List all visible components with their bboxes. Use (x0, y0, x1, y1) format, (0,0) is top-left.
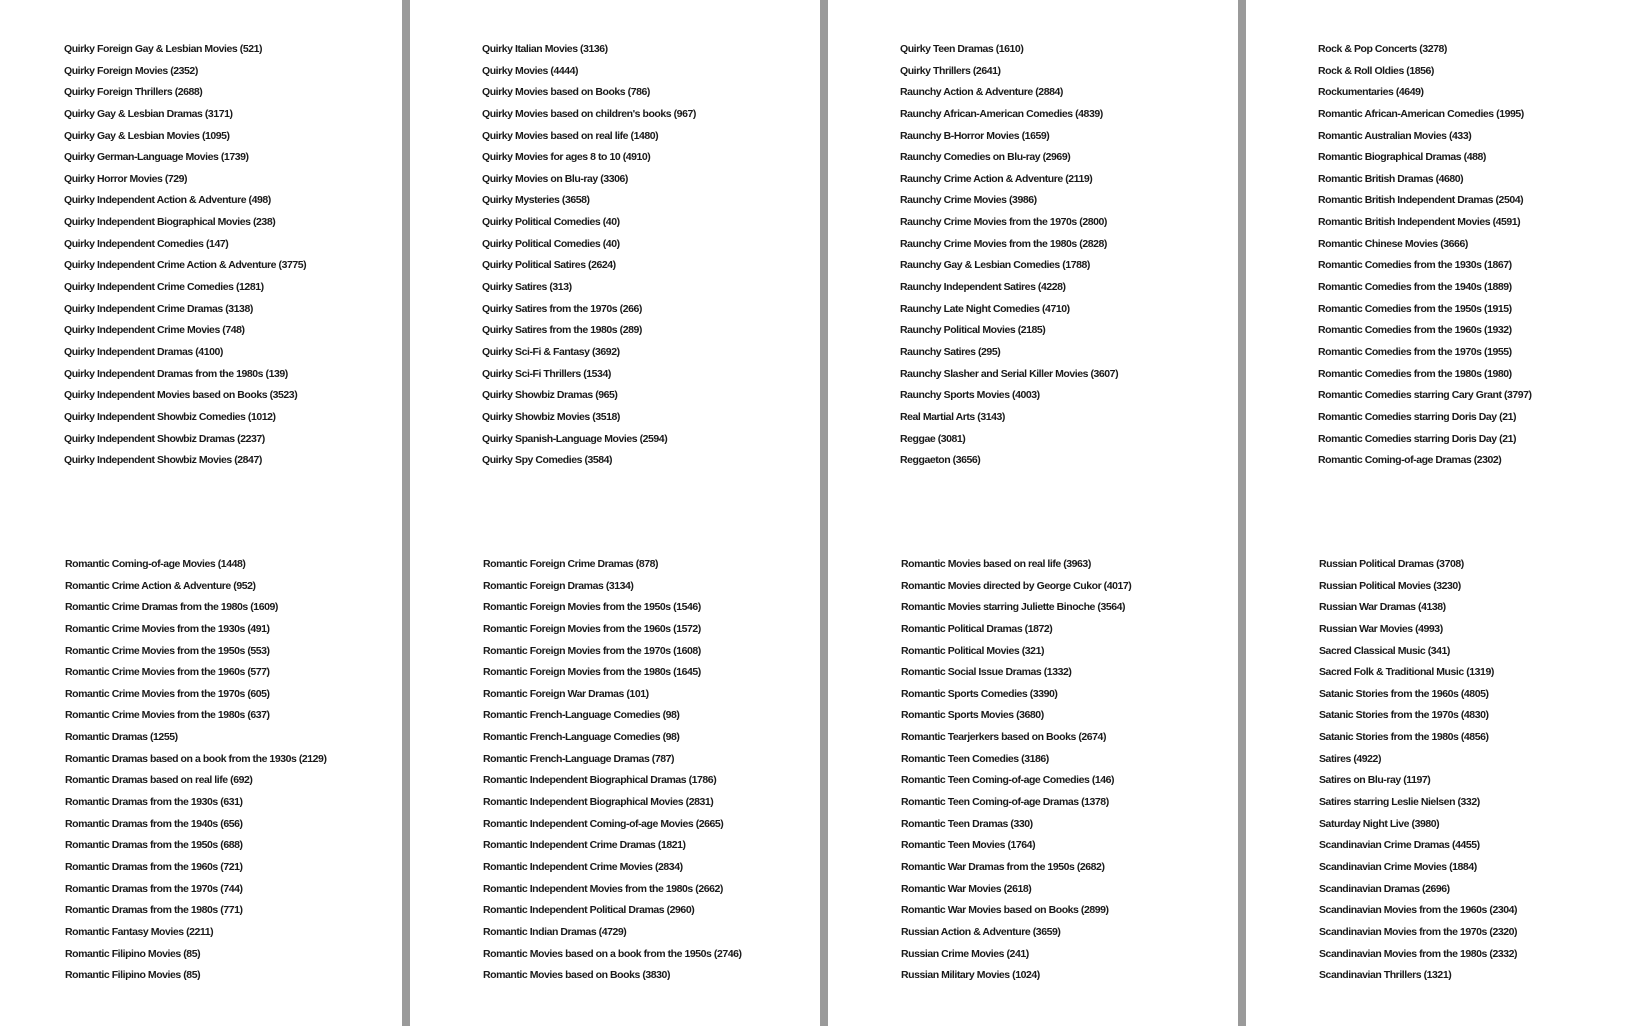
list-item: Quirky Foreign Gay & Lesbian Movies (521) (64, 43, 263, 55)
list-item: Raunchy Action & Adventure (2884) (900, 86, 1063, 99)
list-item: Romantic Comedies from the 1940s (1889) (1318, 281, 1512, 294)
list-item: Quirky Satires from the 1980s (289) (482, 324, 642, 337)
list-item: Scandinavian Crime Movies (1884) (1319, 860, 1477, 873)
list-item: Raunchy Crime Movies (3986) (900, 194, 1037, 207)
list-item: Romantic Crime Action & Adventure (952) (65, 579, 256, 592)
list-item: Quirky Foreign Movies (2352) (64, 64, 198, 77)
list-item: Romantic Teen Comedies (3186) (901, 752, 1049, 765)
document-page-1 (64, 39, 444, 472)
list-item: Romantic Dramas based on a book from the 1930s (2129) (65, 752, 327, 765)
list-item: Romantic British Independent Dramas (2504) (1318, 194, 1524, 207)
list-item: Quirky Independent Dramas from the 1980s (139) (64, 367, 288, 380)
list-item: Romantic Comedies starring Doris Day (21) (1318, 410, 1517, 423)
list-item: Romantic Comedies starring Cary Grant (3797) (1318, 389, 1532, 402)
document-page-8 (1319, 554, 1646, 987)
list-item: Quirky Independent Crime Comedies (1281) (64, 281, 264, 294)
list-item: Quirky Independent Showbiz Dramas (2237) (64, 432, 265, 445)
list-item: Quirky Independent Crime Action & Adventure (3775) (64, 259, 307, 272)
list-item: Quirky Independent Crime Dramas (3138) (64, 302, 253, 315)
category-list (482, 39, 862, 472)
list-item: Romantic Foreign Dramas (3134) (483, 579, 634, 592)
list-item: Romantic Comedies starring Doris Day (21) (1318, 432, 1517, 445)
list-item: Quirky Independent Showbiz Comedies (1012) (64, 410, 276, 423)
list-item: Romantic Teen Movies (1764) (901, 839, 1036, 852)
list-item: Romantic Independent Coming-of-age Movies (2665) (483, 817, 724, 830)
list-item: Romantic Comedies from the 1950s (1915) (1318, 302, 1512, 315)
category-list (901, 554, 1281, 987)
list-item: Quirky Sci-Fi & Fantasy (3692) (482, 345, 620, 358)
list-item: Reggaeton (3656) (900, 454, 981, 467)
list-item: Scandinavian Dramas (2696) (1319, 882, 1450, 895)
list-item: Raunchy Slasher and Serial Killer Movies (3607) (900, 367, 1119, 380)
list-item: Romantic Indian Dramas (4729) (483, 925, 627, 938)
list-item: Romantic Sports Movies (3680) (901, 709, 1044, 722)
list-item: Quirky Italian Movies (3136) (482, 43, 608, 55)
list-item: Romantic War Movies based on Books (2899) (901, 904, 1109, 917)
list-item: Quirky Movies based on Books (786) (482, 86, 650, 99)
list-item: Quirky Thrillers (2641) (900, 64, 1001, 77)
list-item: Romantic Independent Movies from the 1980s (2662) (483, 882, 723, 895)
list-item: Romantic Dramas based on real life (692) (65, 774, 253, 787)
list-item: Satires (4922) (1319, 752, 1381, 765)
list-item: Romantic Movies starring Juliette Binoche (3564) (901, 601, 1126, 614)
list-item: Quirky Showbiz Dramas (965) (482, 389, 618, 402)
list-item: Romantic Filipino Movies (85) (65, 947, 201, 960)
list-item: Romantic Comedies from the 1960s (1932) (1318, 324, 1512, 337)
list-item: Romantic Foreign War Dramas (101) (483, 687, 649, 700)
list-item: Romantic Dramas from the 1930s (631) (65, 796, 243, 809)
list-item: Romantic Movies directed by George Cukor (4017) (901, 579, 1132, 592)
list-item: Quirky Sci-Fi Thrillers (1534) (482, 367, 611, 380)
list-item: Romantic French-Language Comedies (98) (483, 731, 680, 744)
category-list (1318, 39, 1646, 472)
list-item: Quirky Independent Biographical Movies (238) (64, 216, 276, 229)
list-item: Quirky Movies based on real life (1480) (482, 129, 659, 142)
list-item: Romantic Dramas (1255) (65, 731, 178, 744)
list-item: Romantic Dramas from the 1970s (744) (65, 882, 243, 895)
list-item: Sacred Classical Music (341) (1319, 644, 1450, 657)
list-item: Quirky Political Comedies (40) (482, 237, 620, 250)
list-item: Raunchy Sports Movies (4003) (900, 389, 1040, 402)
list-item: Romantic Fantasy Movies (2211) (65, 925, 214, 938)
list-item: Romantic Crime Movies from the 1960s (577) (65, 666, 270, 679)
list-item: Russian Crime Movies (241) (901, 947, 1029, 960)
list-item: Scandinavian Thrillers (1321) (1319, 969, 1452, 982)
list-item: Satanic Stories from the 1960s (4805) (1319, 687, 1489, 700)
document-page-3 (900, 39, 1280, 472)
list-item: Quirky Political Satires (2624) (482, 259, 616, 272)
list-item: Rock & Pop Concerts (3278) (1318, 43, 1447, 55)
list-item: Romantic Sports Comedies (3390) (901, 687, 1058, 700)
document-page-2 (482, 39, 862, 472)
list-item: Romantic Biographical Dramas (488) (1318, 151, 1486, 164)
list-item: Romantic Political Dramas (1872) (901, 622, 1053, 635)
list-item: Romantic Independent Crime Movies (2834) (483, 860, 683, 873)
list-item: Quirky Gay & Lesbian Movies (1095) (64, 129, 230, 142)
list-item: Romantic Independent Political Dramas (2960) (483, 904, 695, 917)
list-item: Romantic Coming-of-age Movies (1448) (65, 558, 246, 570)
list-item: Sacred Folk & Traditional Music (1319) (1319, 666, 1494, 679)
list-item: Russian Military Movies (1024) (901, 969, 1040, 982)
list-item: Romantic Comedies from the 1980s (1980) (1318, 367, 1512, 380)
list-item: Raunchy Crime Action & Adventure (2119) (900, 172, 1093, 185)
list-item: Romantic Dramas from the 1960s (721) (65, 860, 243, 873)
list-item: Quirky Movies based on children's books (967) (482, 107, 696, 120)
list-item: Satanic Stories from the 1970s (4830) (1319, 709, 1489, 722)
list-item: Satires starring Leslie Nielsen (332) (1319, 796, 1480, 809)
list-item: Russian Political Movies (3230) (1319, 579, 1461, 592)
list-item: Russian War Dramas (4138) (1319, 601, 1446, 614)
list-item: Romantic Tearjerkers based on Books (2674) (901, 731, 1106, 744)
list-item: Romantic Crime Movies from the 1950s (553) (65, 644, 270, 657)
list-item: Romantic Foreign Crime Dramas (878) (483, 558, 659, 570)
category-list (483, 554, 863, 987)
list-item: Quirky Movies (4444) (482, 64, 579, 77)
list-item: Scandinavian Movies from the 1970s (2320) (1319, 925, 1518, 938)
list-item: Quirky Independent Comedies (147) (64, 237, 229, 250)
list-item: Romantic Dramas from the 1980s (771) (65, 904, 243, 917)
list-item: Quirky Independent Crime Movies (748) (64, 324, 245, 337)
list-item: Romantic Teen Coming-of-age Dramas (1378) (901, 796, 1109, 809)
list-item: Rock & Roll Oldies (1856) (1318, 64, 1434, 77)
list-item: Quirky Spy Comedies (3584) (482, 454, 613, 467)
list-item: Quirky Independent Showbiz Movies (2847) (64, 454, 262, 467)
list-item: Romantic Social Issue Dramas (1332) (901, 666, 1072, 679)
list-item: Romantic British Independent Movies (4591) (1318, 216, 1521, 229)
list-item: Romantic Comedies from the 1930s (1867) (1318, 259, 1512, 272)
list-item: Scandinavian Crime Dramas (4455) (1319, 839, 1480, 852)
list-item: Quirky Foreign Thrillers (2688) (64, 86, 203, 99)
list-item: Quirky Spanish-Language Movies (2594) (482, 432, 668, 445)
list-item: Satires on Blu-ray (1197) (1319, 774, 1431, 787)
list-item: Rockumentaries (4649) (1318, 86, 1424, 99)
list-item: Raunchy Independent Satires (4228) (900, 281, 1066, 294)
list-item: Raunchy Late Night Comedies (4710) (900, 302, 1070, 315)
list-item: Romantic Independent Biographical Movies (2831) (483, 796, 714, 809)
list-item: Quirky Independent Movies based on Books (3523) (64, 389, 298, 402)
list-item: Romantic Crime Movies from the 1980s (637) (65, 709, 270, 722)
list-item: Quirky German-Language Movies (1739) (64, 151, 249, 164)
list-item: Romantic Dramas from the 1950s (688) (65, 839, 243, 852)
list-item: Romantic Dramas from the 1940s (656) (65, 817, 243, 830)
list-item: Raunchy Crime Movies from the 1970s (2800) (900, 216, 1107, 229)
list-item: Quirky Movies for ages 8 to 10 (4910) (482, 151, 651, 164)
list-item: Romantic Independent Biographical Dramas (1786) (483, 774, 717, 787)
list-item: Quirky Political Comedies (40) (482, 216, 620, 229)
list-item: Romantic Movies based on a book from the 1950s (2746) (483, 947, 742, 960)
list-item: Romantic Coming-of-age Dramas (2302) (1318, 454, 1502, 467)
list-item: Romantic Teen Coming-of-age Comedies (146) (901, 774, 1115, 787)
list-item: Raunchy African-American Comedies (4839) (900, 107, 1103, 120)
document-page-7 (901, 554, 1281, 987)
list-item: Romantic Foreign Movies from the 1950s (1546) (483, 601, 701, 614)
list-item: Raunchy Satires (295) (900, 345, 1001, 358)
list-item: Scandinavian Movies from the 1960s (2304) (1319, 904, 1518, 917)
list-item: Romantic War Movies (2618) (901, 882, 1032, 895)
list-item: Romantic Political Movies (321) (901, 644, 1045, 657)
list-item: Romantic Foreign Movies from the 1980s (1645) (483, 666, 701, 679)
list-item: Russian Action & Adventure (3659) (901, 925, 1061, 938)
list-item: Romantic French-Language Comedies (98) (483, 709, 680, 722)
list-item: Romantic French-Language Dramas (787) (483, 752, 675, 765)
list-item: Romantic Movies based on real life (3963) (901, 558, 1091, 570)
category-list (1319, 554, 1646, 987)
list-item: Raunchy B-Horror Movies (1659) (900, 129, 1050, 142)
list-item: Quirky Showbiz Movies (3518) (482, 410, 620, 423)
list-item: Raunchy Crime Movies from the 1980s (2828) (900, 237, 1107, 250)
list-item: Quirky Gay & Lesbian Dramas (3171) (64, 107, 233, 120)
document-page-6 (483, 554, 863, 987)
list-item: Quirky Mysteries (3658) (482, 194, 590, 207)
list-item: Romantic War Dramas from the 1950s (2682) (901, 860, 1105, 873)
list-item: Quirky Independent Action & Adventure (498) (64, 194, 271, 207)
list-item: Raunchy Gay & Lesbian Comedies (1788) (900, 259, 1090, 272)
list-item: Quirky Teen Dramas (1610) (900, 43, 1024, 55)
list-item: Romantic Crime Movies from the 1970s (605) (65, 687, 270, 700)
list-item: Romantic African-American Comedies (1995) (1318, 107, 1524, 120)
list-item: Quirky Movies on Blu-ray (3306) (482, 172, 628, 185)
list-item: Saturday Night Live (3980) (1319, 817, 1440, 830)
list-item: Raunchy Political Movies (2185) (900, 324, 1046, 337)
list-item: Romantic Movies based on Books (3830) (483, 969, 670, 982)
list-item: Raunchy Comedies on Blu-ray (2969) (900, 151, 1071, 164)
list-item: Romantic Independent Crime Dramas (1821) (483, 839, 686, 852)
list-item: Quirky Independent Dramas (4100) (64, 345, 223, 358)
list-item: Romantic Foreign Movies from the 1960s (1572) (483, 622, 701, 635)
list-item: Quirky Satires from the 1970s (266) (482, 302, 642, 315)
list-item: Romantic Comedies from the 1970s (1955) (1318, 345, 1512, 358)
list-item: Scandinavian Movies from the 1980s (2332) (1319, 947, 1518, 960)
list-item: Reggae (3081) (900, 432, 966, 445)
list-item: Russian War Movies (4993) (1319, 622, 1443, 635)
list-item: Romantic Crime Dramas from the 1980s (1609) (65, 601, 278, 614)
list-item: Satanic Stories from the 1980s (4856) (1319, 731, 1489, 744)
category-list (900, 39, 1280, 472)
list-item: Romantic Teen Dramas (330) (901, 817, 1033, 830)
document-page-4 (1318, 39, 1646, 472)
list-item: Russian Political Dramas (3708) (1319, 558, 1464, 570)
list-item: Romantic Australian Movies (433) (1318, 129, 1472, 142)
list-item: Quirky Horror Movies (729) (64, 172, 188, 185)
list-item: Romantic Chinese Movies (3666) (1318, 237, 1468, 250)
document-page-5 (65, 554, 445, 987)
list-item: Romantic Crime Movies from the 1930s (491) (65, 622, 270, 635)
list-item: Romantic Foreign Movies from the 1970s (1608) (483, 644, 701, 657)
list-item: Quirky Satires (313) (482, 281, 572, 294)
list-item: Romantic Filipino Movies (85) (65, 969, 201, 982)
list-item: Real Martial Arts (3143) (900, 410, 1005, 423)
category-list (65, 554, 445, 987)
list-item: Romantic British Dramas (4680) (1318, 172, 1464, 185)
category-list (64, 39, 444, 472)
